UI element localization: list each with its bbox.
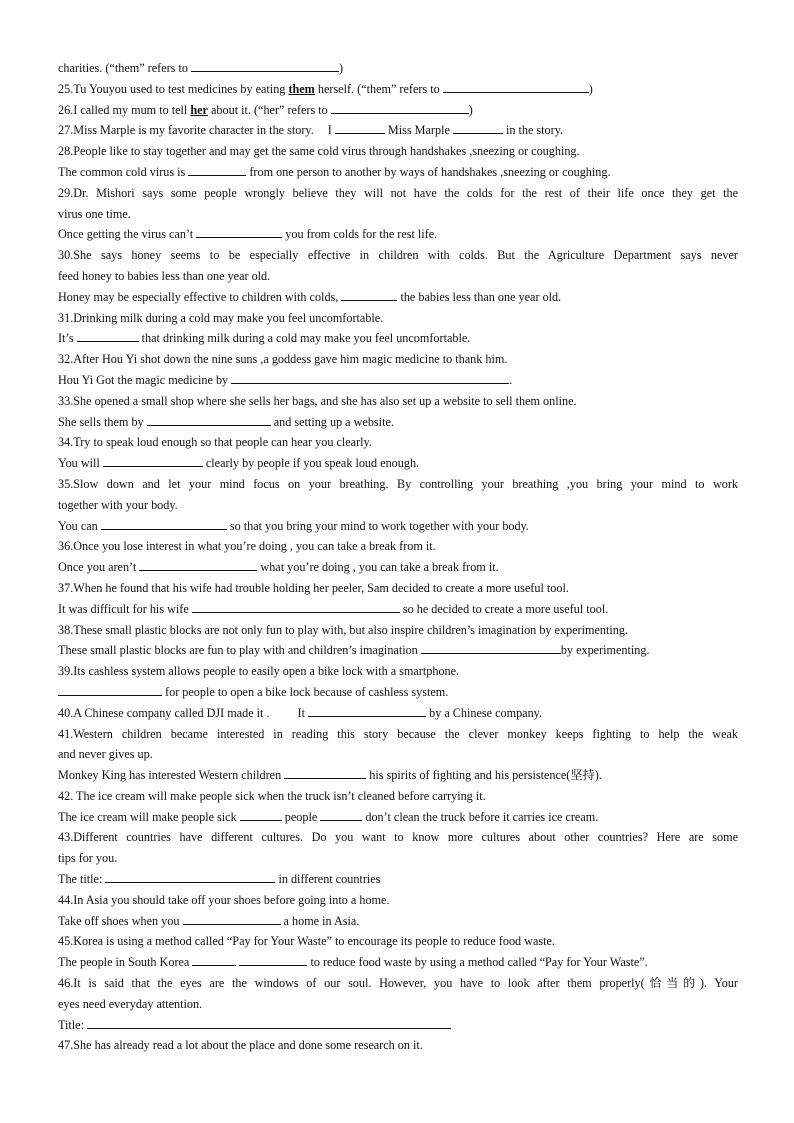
- line-text: 32.After Hou Yi shot down the nine suns ,a goddess gave him magic medicine to thank him.: [58, 352, 508, 367]
- worksheet-line: [58, 474, 738, 495]
- worksheet-line: [58, 786, 738, 807]
- answer-blank[interactable]: [341, 287, 397, 301]
- worksheet-line: [58, 204, 738, 225]
- line-text: the babies less than one year old.: [397, 289, 562, 304]
- line-text: Once getting the virus can’t: [58, 227, 197, 242]
- line-text: don’t clean the truck before it carries ice cream.: [362, 809, 599, 824]
- worksheet-line: [58, 245, 738, 266]
- line-text: 44.In Asia you should take off your shoes before going into a home.: [58, 892, 390, 907]
- worksheet-line: [58, 620, 738, 641]
- line-text: These small plastic blocks are fun to play with and children’s imagination: [58, 643, 421, 658]
- line-text: 42. The ice cream will make people sick when the truck isn’t cleaned before carrying it.: [58, 788, 486, 803]
- answer-blank[interactable]: [421, 640, 561, 654]
- answer-blank[interactable]: [103, 453, 203, 467]
- line-text: 36.Once you lose interest in what you’re doing , you can take a break from it.: [58, 539, 436, 554]
- worksheet-line: [58, 599, 738, 620]
- line-text: ): [588, 81, 593, 96]
- line-text: Hou Yi Got the magic medicine by: [58, 372, 232, 387]
- worksheet-line: [58, 287, 738, 308]
- line-text: The people in South Korea: [58, 955, 193, 970]
- worksheet-line: [58, 453, 738, 474]
- line-text: his spirits of fighting and his persistence(坚持).: [366, 768, 602, 783]
- worksheet-line: [58, 931, 738, 952]
- answer-blank[interactable]: [188, 162, 246, 176]
- line-text: 26.I called my mum to tell: [58, 102, 191, 117]
- worksheet-line: [58, 994, 738, 1015]
- line-text: in different countries: [275, 872, 381, 887]
- worksheet-line: [58, 952, 738, 973]
- worksheet-line: [58, 162, 738, 183]
- worksheet-line: [58, 266, 738, 287]
- line-text: clearly by people if you speak loud enough.: [202, 456, 420, 471]
- line-text: herself. (“them” refers to: [314, 81, 443, 96]
- worksheet-line: [58, 765, 738, 786]
- line-text: 34.Try to speak loud enough so that people can hear you clearly.: [58, 435, 372, 450]
- answer-blank[interactable]: [77, 328, 139, 342]
- answer-blank[interactable]: [320, 807, 362, 821]
- worksheet-line: [58, 349, 738, 370]
- worksheet-line: [58, 141, 738, 162]
- line-text: in the story.: [502, 123, 564, 138]
- worksheet-line: [58, 224, 738, 245]
- line-text: Title:: [58, 1017, 88, 1032]
- answer-blank[interactable]: [87, 1015, 451, 1029]
- line-text: ): [338, 61, 344, 75]
- line-text: from one person to another by ways of handshakes ,sneezing or coughing.: [246, 164, 611, 179]
- line-text: charities. (“them” refers to: [58, 61, 191, 75]
- line-text: Monkey King has interested Western children: [58, 768, 285, 783]
- line-text: 45.Korea is using a method called “Pay for Your Waste” to encourage its people to reduce food waste.: [58, 934, 555, 949]
- underlined-word: them: [288, 81, 315, 96]
- line-text: for people to open a bike lock because of cashless system.: [162, 684, 449, 699]
- worksheet-line: [58, 370, 738, 391]
- line-text: so he decided to create a more useful tool.: [399, 601, 609, 616]
- line-text: 28.People like to stay together and may get the same cold virus through handshakes ,sneezing or coughing.: [58, 144, 580, 159]
- answer-blank[interactable]: [147, 412, 271, 426]
- line-text: 40.A Chinese company called DJI made it .: [58, 705, 270, 720]
- line-text: 35.Slow down and let your mind focus on your breathing. By controlling your breathing ,you bring your mind to work: [58, 476, 738, 491]
- line-text: You can: [58, 518, 101, 533]
- worksheet-line: [58, 495, 738, 516]
- line-text: I: [327, 123, 335, 138]
- line-text: so that you bring your mind to work together with your body.: [226, 518, 529, 533]
- worksheet-line: [58, 120, 738, 141]
- line-text: 39.Its cashless system allows people to easily open a bike lock with a smartphone.: [58, 664, 460, 679]
- line-text: It was difficult for his wife: [58, 601, 192, 616]
- line-text: Take off shoes when you: [58, 913, 183, 928]
- worksheet-line: [58, 578, 738, 599]
- line-text: You will: [58, 456, 103, 471]
- worksheet-page: [58, 58, 738, 1056]
- worksheet-line: [58, 807, 738, 828]
- line-text: what you’re doing , you can take a break from it.: [257, 560, 499, 575]
- answer-blank[interactable]: [284, 765, 366, 779]
- line-text: It’s: [58, 331, 77, 346]
- line-text: .: [509, 372, 513, 387]
- line-text: It: [297, 705, 309, 720]
- line-text: The title:: [58, 872, 106, 887]
- worksheet-line: [58, 973, 738, 994]
- line-text: together with your body.: [58, 497, 178, 512]
- line-text: virus one time.: [58, 206, 131, 221]
- line-text: 29.Dr. Mishori says some people wrongly believe they will not have the colds for the rest of their life once they get the: [58, 185, 738, 200]
- line-text: 46.It is said that the eyes are the windows of our soul. However, you have to look after them properly(恰当的). Your: [58, 976, 738, 991]
- line-text: Miss Marple: [384, 123, 453, 138]
- answer-blank[interactable]: [453, 120, 503, 134]
- worksheet-line: [58, 724, 738, 745]
- worksheet-line: [58, 744, 738, 765]
- line-text: 33.She opened a small shop where she sells her bags, and she has also set up a website to sell them online.: [58, 393, 577, 408]
- answer-blank[interactable]: [443, 79, 589, 93]
- line-text: a home in Asia.: [280, 913, 360, 928]
- worksheet-line: [58, 432, 738, 453]
- worksheet-line: [58, 557, 738, 578]
- worksheet-line: [58, 869, 738, 890]
- worksheet-line: [58, 911, 738, 932]
- worksheet-line: [58, 516, 738, 537]
- answer-blank[interactable]: [191, 58, 339, 72]
- answer-blank[interactable]: [239, 952, 307, 966]
- answer-blank[interactable]: [192, 599, 400, 613]
- line-text: She sells them by: [58, 414, 147, 429]
- line-text: 25.Tu Youyou used to test medicines by eating: [58, 81, 289, 96]
- line-text: that drinking milk during a cold may make you feel uncomfortable.: [138, 331, 471, 346]
- worksheet-line: [58, 536, 738, 557]
- worksheet-line: [58, 661, 738, 682]
- line-text: The ice cream will make people sick: [58, 809, 240, 824]
- worksheet-line: [58, 79, 738, 100]
- worksheet-line: [58, 328, 738, 349]
- line-text: Honey may be especially effective to children with colds,: [58, 289, 342, 304]
- answer-blank[interactable]: [192, 952, 236, 966]
- line-text: by experimenting.: [560, 643, 650, 658]
- line-text: you from colds for the rest life.: [282, 227, 438, 242]
- answer-blank[interactable]: [105, 869, 275, 883]
- answer-blank[interactable]: [308, 703, 426, 717]
- worksheet-line: [58, 308, 738, 329]
- line-text: 30.She says honey seems to be especially effective in children with colds. But the Agriculture Department says never: [58, 248, 738, 263]
- line-text: and setting up a website.: [270, 414, 394, 429]
- worksheet-line: [58, 391, 738, 412]
- worksheet-line: [58, 58, 738, 79]
- line-text: 41.Western children became interested in reading this story because the clever monkey keeps fighting to help the weak: [58, 726, 738, 741]
- line-text: feed honey to babies less than one year old.: [58, 268, 271, 283]
- underlined-word: her: [190, 102, 208, 117]
- answer-blank[interactable]: [335, 120, 385, 134]
- line-text: eyes need everyday attention.: [58, 996, 203, 1011]
- worksheet-line: [58, 1035, 738, 1056]
- line-text: and never gives up.: [58, 747, 153, 762]
- worksheet-line: [58, 100, 738, 121]
- worksheet-line: [58, 890, 738, 911]
- worksheet-line: [58, 412, 738, 433]
- worksheet-line: [58, 827, 738, 848]
- worksheet-line: [58, 183, 738, 204]
- answer-blank[interactable]: [240, 807, 282, 821]
- answer-blank[interactable]: [183, 911, 281, 925]
- answer-blank[interactable]: [139, 557, 257, 571]
- worksheet-line: [58, 848, 738, 869]
- line-text: people: [281, 809, 321, 824]
- line-text: 37.When he found that his wife had trouble holding her peeler, Sam decided to create a more useful tool.: [58, 580, 569, 595]
- answer-blank[interactable]: [58, 682, 162, 696]
- line-text: to reduce food waste by using a method called “Pay for Your Waste”.: [307, 955, 648, 970]
- line-text: 31.Drinking milk during a cold may make you feel uncomfortable.: [58, 310, 384, 325]
- line-text: about it. (“her” refers to: [207, 102, 331, 117]
- worksheet-line: [58, 703, 738, 724]
- line-text: The common cold virus is: [58, 164, 189, 179]
- line-text: ): [468, 102, 473, 117]
- worksheet-line: [58, 682, 738, 703]
- line-text: by a Chinese company.: [426, 705, 543, 720]
- worksheet-line: [58, 1015, 738, 1036]
- answer-blank[interactable]: [231, 370, 509, 384]
- answer-blank[interactable]: [101, 516, 227, 530]
- line-text: 43.Different countries have different cultures. Do you want to know more cultures about other countries? Here are some: [58, 830, 738, 845]
- line-text: 47.She has already read a lot about the place and done some research on it.: [58, 1038, 423, 1053]
- line-text: Once you aren’t: [58, 560, 140, 575]
- answer-blank[interactable]: [196, 224, 282, 238]
- line-text: tips for you.: [58, 851, 118, 866]
- answer-blank[interactable]: [331, 100, 469, 114]
- worksheet-line: [58, 640, 738, 661]
- line-text: 27.Miss Marple is my favorite character in the story.: [58, 123, 314, 138]
- line-text: 38.These small plastic blocks are not only fun to play with, but also inspire children’s imagination by experimenting.: [58, 622, 628, 637]
